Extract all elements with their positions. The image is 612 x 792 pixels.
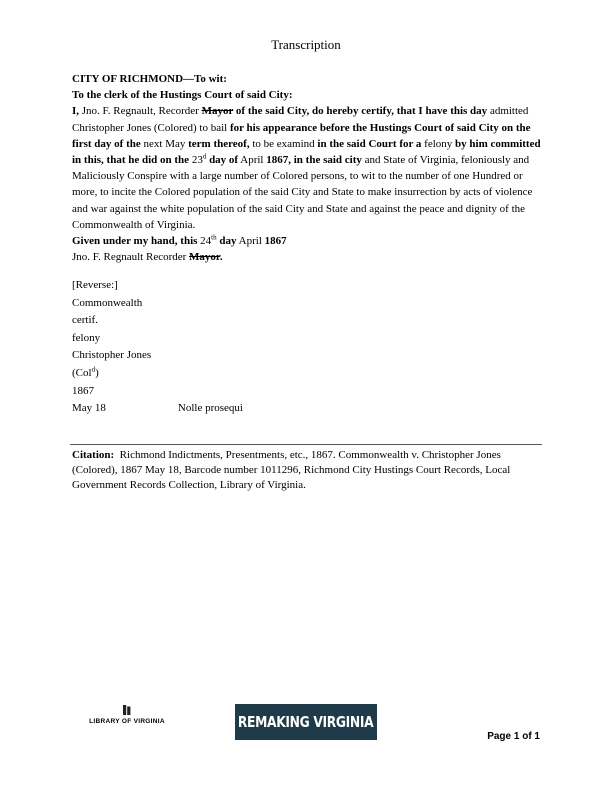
page-number: Page 1 of 1 [487, 731, 540, 742]
citation-divider [70, 444, 542, 445]
document-address: To the clerk of the Hustings Court of said City: [72, 89, 293, 102]
page-title: Transcription [271, 37, 341, 52]
citation-label: Citation: [72, 449, 115, 461]
reverse-label: [Reverse:] [72, 279, 118, 291]
reverse-notes: [Reverse:] Commonwealth certif. felony Christopher Jones (Col$^d$) 1867 May 18 Nolle prosequi [72, 279, 243, 415]
citation [72, 448, 537, 493]
citation-text: Richmond Indictments, Presentments, etc., 1867. Commonwealth v. Christopher Jones (Colored), 1867 May 18, Barcode number 1011296, Richmond City Hustings Court Records, Local Government Records Collection, Library of Virginia. [72, 449, 511, 491]
document-heading: CITY OF RICHMOND—To wit: [72, 73, 227, 85]
signature-line: Jno. F. Regnault Recorder Mayor. [72, 251, 223, 264]
library-of-virginia-logo: LIBRARY OF VIRGINIA [82, 704, 172, 725]
given-line: Given under my hand, this 24th day April 1867 [72, 233, 287, 248]
remaking-virginia-logo: REMAKING VIRGINIA [235, 704, 377, 740]
book-icon [122, 704, 132, 716]
struck-mayor: Mayor [201, 105, 234, 118]
struck-mayor-signature: Mayor [189, 251, 220, 264]
certificate-paragraph: I, Jno. F. Regnault, Recorder Mayor of the said City, do hereby certify, that I have this day admitted Christopher Jones (Colored) to bail for his appearance before the Hustings Court of said City on the first day of the next May term thereof, to be examind in the said Court for a felony by him committed in this, that he did on the 23$^d$ day of April 1867, in the said city and State of Virginia, feloniously and Maliciously Conspire with a large number of Colored persons, to wit to the number of one Hundred or more, to incite the Colored population of the said City and State to make insurrection by acts of violence and war against the white population of the said City and State and against the peace and dignity of the Commonwealth of Virginia. [72, 105, 541, 231]
document-body [72, 71, 542, 265]
